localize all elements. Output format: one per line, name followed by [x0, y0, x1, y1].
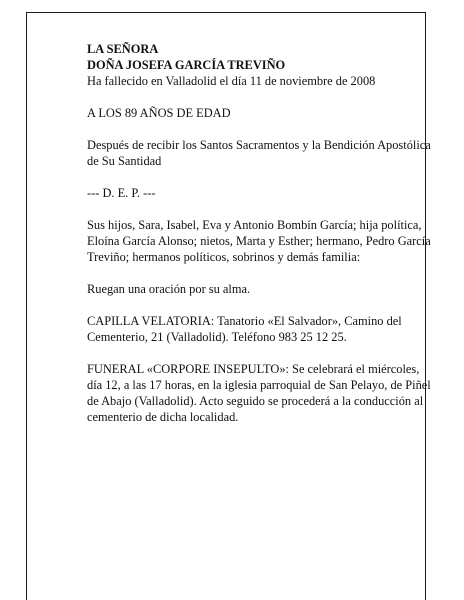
- sacraments-line: Después de recibir los Santos Sacramentos y la Bendición Apostólica de Su Santidad: [87, 138, 431, 168]
- obituary-title: LA SEÑORA: [87, 42, 159, 56]
- funeral-paragraph: FUNERAL «CORPORE INSEPULTO»: Se celebrará el miércoles, día 12, a las 17 horas, en la iglesia parroquial de San Pelayo, de Piñel de Abajo (Valladolid). Acto seguido se procederá a la conducción al cementerio de dicha localidad.: [87, 362, 431, 424]
- death-notice: Ha fallecido en Valladolid el día 11 de noviembre de 2008: [87, 74, 376, 88]
- obituary-heading: [87, 41, 432, 73]
- rip-line: --- D. E. P. ---: [87, 186, 156, 200]
- deceased-name: DOÑA JOSEFA GARCÍA TREVIÑO: [87, 58, 286, 72]
- family-paragraph: Sus hijos, Sara, Isabel, Eva y Antonio Bombín García; hija política, Eloína García Alonso; nietos, Marta y Esther; hermano, Pedro García Treviño; hermanos políticos, sobrinos y demás familia:: [87, 218, 431, 264]
- obituary-text: [87, 41, 432, 441]
- age-line: A LOS 89 AÑOS DE EDAD: [87, 106, 231, 120]
- prayer-line: Ruegan una oración por su alma.: [87, 282, 251, 296]
- chapel-paragraph: CAPILLA VELATORIA: Tanatorio «El Salvador», Camino del Cementerio, 21 (Valladolid). Teléfono 983 25 12 25.: [87, 314, 402, 344]
